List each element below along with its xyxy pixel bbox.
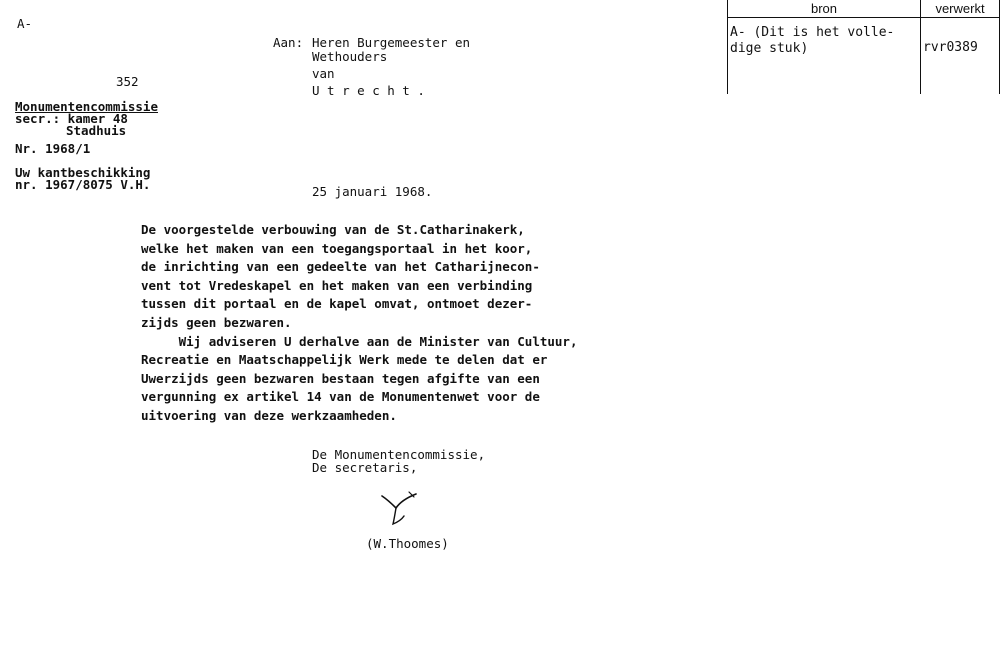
body-line: vent tot Vredeskapel en het maken van een verbinding (141, 277, 533, 293)
recipient-label: Aan: (273, 35, 304, 50)
body-line: welke het maken van een toegangsportaal in het koor, (141, 240, 533, 256)
body-line: zijds geen bezwaren. (141, 314, 292, 330)
doc-number: 352 (116, 74, 139, 89)
recipient-line-3: van (312, 66, 335, 81)
card-header-divider (727, 17, 1000, 18)
sender-org: Monumentencommissie (15, 99, 158, 114)
handwritten-signature (376, 490, 422, 530)
body-line: tussen dit portaal en de kapel omvat, ontmoet dezer- (141, 296, 533, 312)
signer-name: (W.Thoomes) (366, 536, 449, 551)
kantbeschikking-line-1: Uw kantbeschikking (15, 165, 151, 180)
sender-location: Stadhuis (66, 123, 127, 138)
recipient-line-2: Wethouders (312, 49, 388, 64)
recipient-line-4: U t r e c h t . (312, 83, 425, 98)
letter-date: 25 januari 1968. (312, 184, 433, 199)
recipient-line-1: Heren Burgemeester en (312, 35, 471, 50)
body-line: vergunning ex artikel 14 van de Monumentenwet voor de (141, 389, 540, 405)
header-mark: A- (17, 16, 33, 31)
card-verwerkt-value: rvr0389 (923, 40, 978, 55)
card-bron-line-2: dige stuk) (730, 41, 809, 56)
closing-line-1: De Monumentencommissie, (312, 447, 486, 462)
body-line: de inrichting van een gedeelte van het Catharijnecon- (141, 259, 540, 275)
body-line: Wij adviseren U derhalve aan de Minister van Cultuur, (141, 333, 578, 349)
body-line: Uwerzijds geen bezwaren bestaan tegen afgifte van een (141, 370, 540, 386)
card-header-bron: bron (810, 1, 838, 16)
sender-secr: secr.: kamer 48 (15, 111, 128, 126)
index-card (727, 0, 1000, 94)
body-line: De voorgestelde verbouwing van de St.Catharinakerk, (141, 222, 525, 237)
body-line: uitvoering van deze werkzaamheden. (141, 407, 397, 423)
closing-line-2: De secretaris, (312, 460, 418, 475)
body-line: Recreatie en Maatschappelijk Werk mede te delen dat er (141, 352, 548, 368)
card-header-verwerkt: verwerkt (935, 1, 985, 16)
kantbeschikking-line-2: nr. 1967/8075 V.H. (15, 177, 151, 192)
letter-body (141, 221, 578, 426)
card-bron-line-1: A- (Dit is het volle- (730, 25, 895, 40)
reference-number: Nr. 1968/1 (15, 141, 91, 156)
